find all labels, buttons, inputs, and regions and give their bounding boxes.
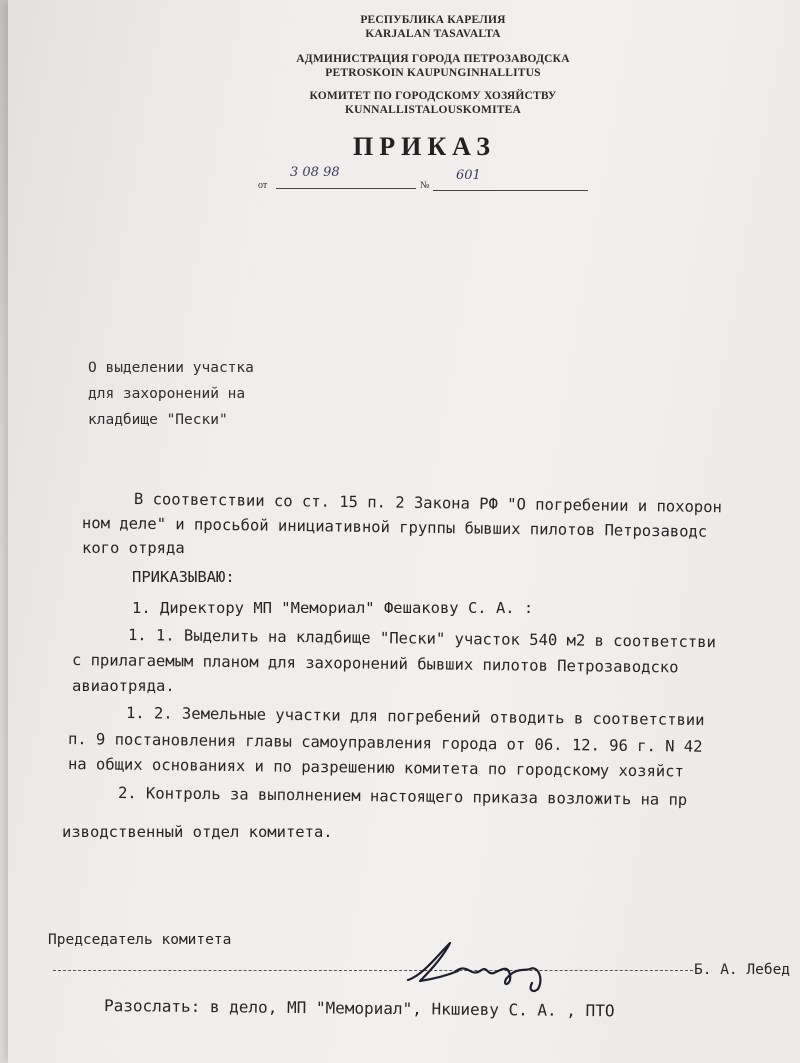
distribution-list: Разослать: в дело, МП "Мемориал", Нкшиеву С. А. , ПТО <box>103 996 615 1021</box>
date-underline <box>276 188 416 189</box>
signatory-position: Председатель комитета <box>48 932 232 948</box>
item-1: 1. Директору МП "Мемориал" Фешакову С. А. : <box>132 599 534 617</box>
document-page <box>8 0 800 1063</box>
administration-name-ru: АДМИНИСТРАЦИЯ ГОРОДА ПЕТРОЗАВОДСКА <box>296 53 570 65</box>
paragraph-1-line-2: ном деле" и просьбой инициативной группы бывших пилотов Петрозаводс <box>81 514 708 541</box>
order-word: ПРИКАЗЫВАЮ: <box>132 568 235 586</box>
order-date: 3 08 98 <box>290 165 340 180</box>
subject-line-3: кладбище "Пески" <box>88 412 228 428</box>
date-label: от <box>258 180 268 191</box>
subject-line-2: для захоронений на <box>88 386 246 402</box>
committee-name-ru: КОМИТЕТ ПО ГОРОДСКОМУ ХОЗЯЙСТВУ <box>309 90 557 102</box>
committee-name-fi: KUNNALLISTALOUSKOMITEA <box>344 104 522 116</box>
number-underline <box>433 190 588 191</box>
document-title: ПРИКАЗ <box>353 132 497 161</box>
item-1-2-line-1: 1. 2. Земельные участки для погребений отводить в соответствии <box>125 704 705 730</box>
item-1-1-line-2: с прилагаемым планом для захоронений бывших пилотов Петрозаводско <box>71 651 679 677</box>
subject-line-1: О выделении участка <box>88 360 254 376</box>
signatory-name: Б. А. Лебед <box>694 962 791 978</box>
paragraph-1-line-3: кого отряда <box>82 539 185 557</box>
order-number: 601 <box>456 168 481 183</box>
administration-name-fi: PETROSKOIN KAUPUNGINHALLITUS <box>325 67 541 79</box>
item-1-1-line-1: 1. 1. Выделить на кладбище "Пески" участок 540 м2 в соответстви <box>127 626 716 652</box>
number-label: № <box>420 180 430 191</box>
item-1-2-line-2: п. 9 постановления главы самоуправления города от 06. 12. 96 г. N 42 <box>67 730 703 756</box>
signature-line <box>53 970 693 971</box>
item-2-line-2: изводственный отдел комитета. <box>62 823 333 841</box>
item-1-1-line-3: авиаотряда. <box>72 677 175 695</box>
republic-name-ru: РЕСПУБЛИКА КАРЕЛИЯ <box>360 14 506 26</box>
republic-name-fi: KARJALAN TASAVALTA <box>365 28 501 40</box>
paragraph-1-line-1: В соответствии со ст. 15 п. 2 Закона РФ "О погребении и похорон <box>133 490 722 517</box>
handwritten-signature <box>398 935 578 995</box>
item-1-2-line-3: на общих основаниях и по разрешению комитета по городскому хозяйст <box>67 755 684 781</box>
item-2-line-1: 2. Контроль за выполнением настоящего приказа возложить на пр <box>117 784 688 809</box>
